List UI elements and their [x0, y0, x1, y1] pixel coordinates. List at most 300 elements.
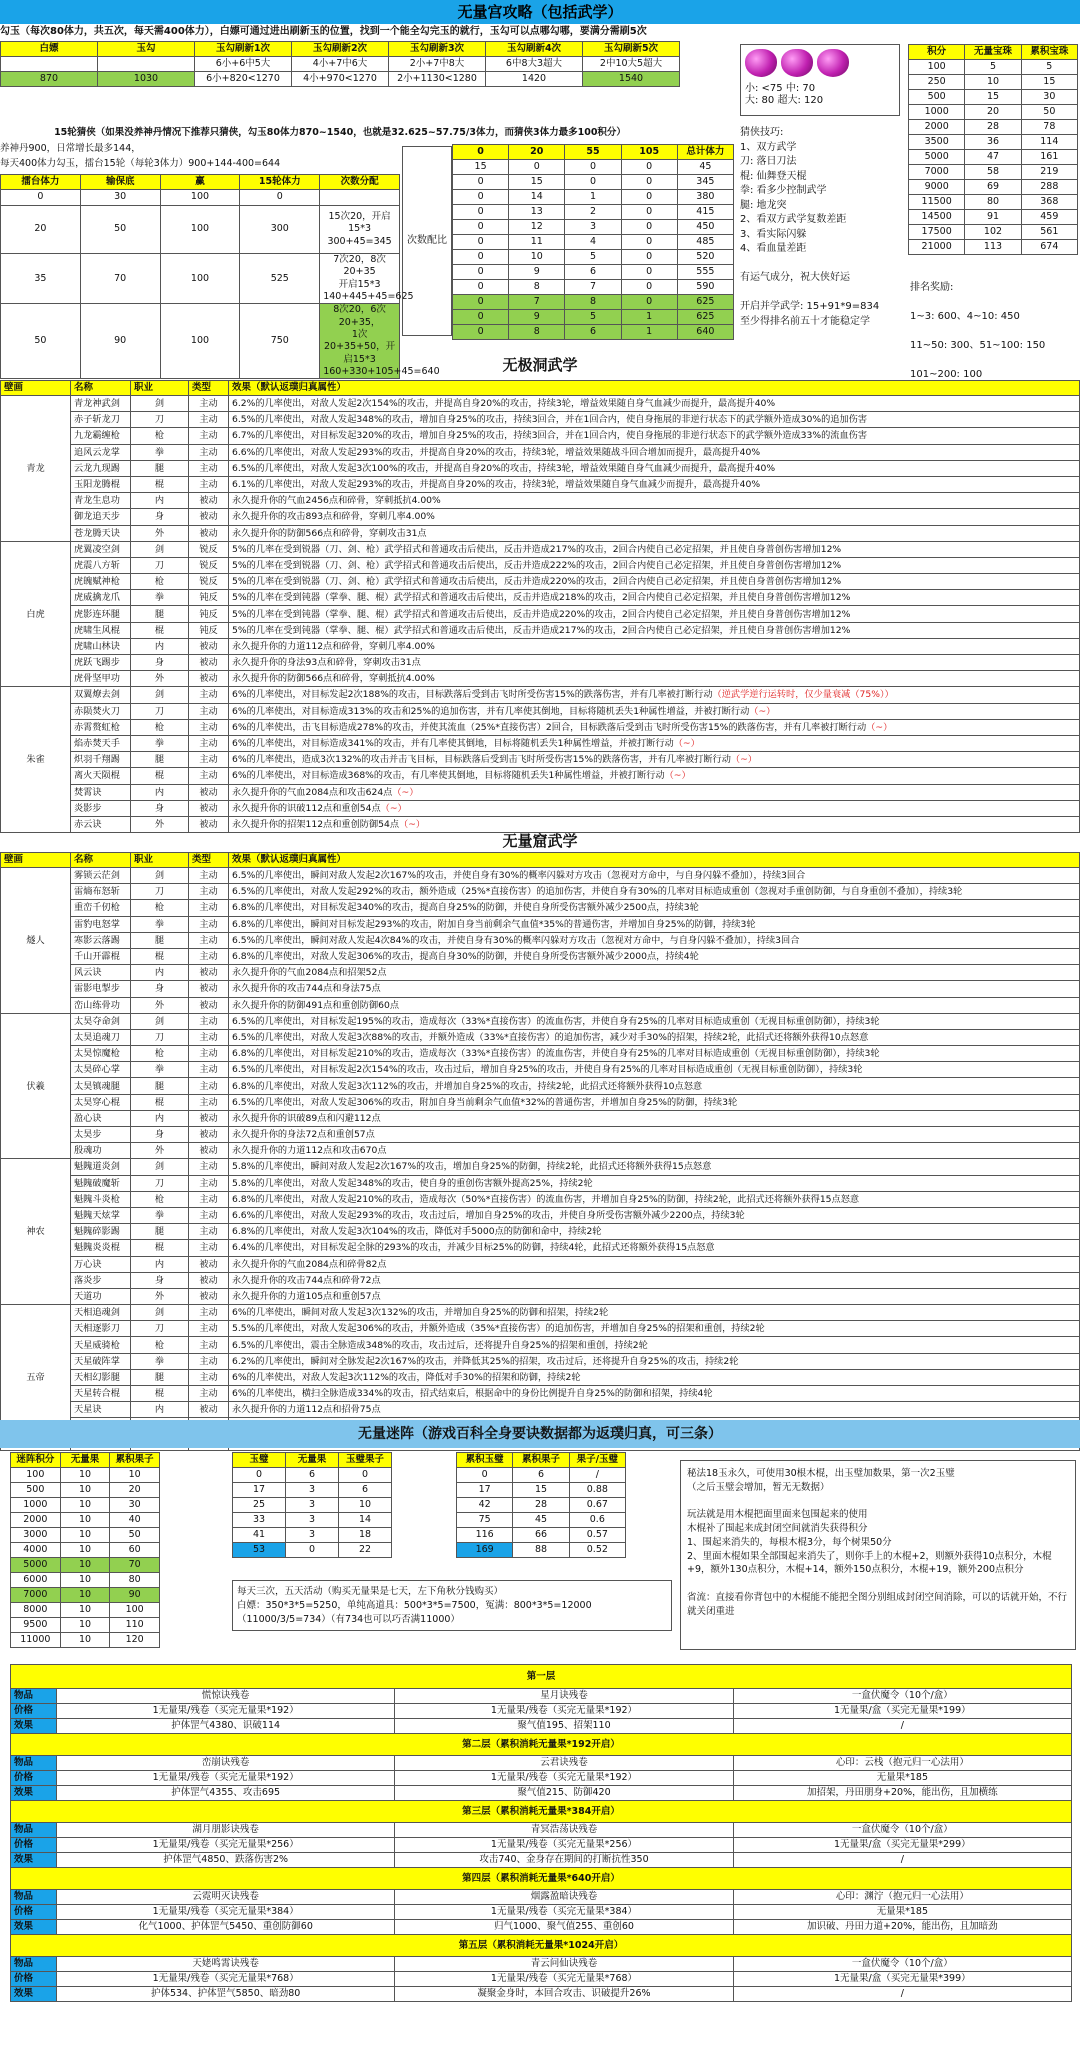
- table-row: [11, 1633, 160, 1648]
- skill-row: [1, 1272, 1080, 1288]
- skill-row: [1, 557, 1080, 573]
- skill-effect: [229, 1127, 1080, 1143]
- table-cell: 4: [565, 235, 621, 250]
- header-cell: 无量宝珠: [965, 45, 1021, 60]
- table-cell: 35: [1, 254, 81, 304]
- skill-row: [1, 997, 1080, 1013]
- table-cell: 116: [457, 1528, 513, 1543]
- table-cell: 3: [286, 1513, 339, 1528]
- skill-type: 主动: [189, 884, 229, 900]
- table-cell: 10: [60, 1468, 110, 1483]
- skill-effect-text: 6.5%的几率使出，震击全脉造成348%的攻击，攻击过后，还将提升自身25%的招架和重创，持续2轮: [232, 1339, 648, 1351]
- skill-effect: [229, 1305, 1080, 1321]
- skill-effect-note: （逆武学逆行运转时，仅少量衰减（75%））: [712, 689, 894, 701]
- shop-cell: 心印：云栈（抱元归一心法用）: [733, 1756, 1071, 1771]
- skill-type: 主动: [189, 916, 229, 932]
- skill-effect-text: 6.8%的几率使出，瞬间对目标发起293%的攻击，附加自身当前剩余气血值*35%的普通伤害，并增加自身25%的防御，持续3轮: [232, 918, 756, 930]
- skill-effect: [229, 493, 1080, 509]
- skill-class: 内: [131, 784, 189, 800]
- skill-type: 钝反: [189, 622, 229, 638]
- shop-cell: 一盒伏魔令（10个/盒）: [733, 1823, 1071, 1838]
- skill-row: [1, 1046, 1080, 1062]
- skill-effect-text: 6.4%的几率使出，对目标发起全脉的293%的攻击，并减少目标25%的防御，持续4轮，此招式还将额外获得15点怒意: [232, 1242, 715, 1254]
- skill-name: 雷影电掣步: [71, 981, 131, 997]
- skill-type: 主动: [189, 1353, 229, 1369]
- skill-name: 太昊追魂刀: [71, 1029, 131, 1045]
- skill-class: 棍: [131, 1240, 189, 1256]
- skill-row: [1, 1062, 1080, 1078]
- table-cell: 28: [513, 1498, 569, 1513]
- skill-row: [1, 735, 1080, 751]
- skill-name: 太昊惊魔枪: [71, 1046, 131, 1062]
- skill-class: 腿: [131, 606, 189, 622]
- table-row: [909, 195, 1078, 210]
- header-cell: 迷阵积分: [11, 1453, 61, 1468]
- skill-row: [1, 719, 1080, 735]
- skill-effect: [229, 1207, 1080, 1223]
- skill-row: [1, 541, 1080, 557]
- skill-row: [1, 1207, 1080, 1223]
- table-cell: 9000: [909, 180, 965, 195]
- skill-effect-text: 6.5%的几率使出，对目标发起2次154%的攻击，攻击过后，增加自身25%的攻击，并使自身有25%的几率对目标造成重创（无视目标重创防御），持续3轮: [232, 1064, 863, 1076]
- skill-row: [1, 590, 1080, 606]
- skill-effect: [229, 396, 1080, 412]
- skill-row: [1, 1386, 1080, 1402]
- skill-effect-text: 永久提升你的力道112点和攻击670点: [232, 1145, 387, 1157]
- skill-name: 青龙生息功: [71, 493, 131, 509]
- gem-size-line1: 小: <75 中: 70: [745, 83, 816, 94]
- shop-row: [11, 1972, 1072, 1987]
- table-cell: 10: [509, 250, 565, 265]
- table-cell: 0: [453, 190, 509, 205]
- skill-effect: [229, 932, 1080, 948]
- table-cell: 30: [110, 1498, 160, 1513]
- table-row: [909, 75, 1078, 90]
- shop-cell: /: [733, 1719, 1071, 1734]
- skill-effect: [229, 816, 1080, 832]
- skill-type: 锐反: [189, 541, 229, 557]
- shop-row: [11, 1823, 1072, 1838]
- skill-row: [1, 1078, 1080, 1094]
- table-row: [11, 1468, 160, 1483]
- table-cell: 50: [110, 1528, 160, 1543]
- skill-effect: [229, 1224, 1080, 1240]
- table-cell: 1: [621, 310, 677, 325]
- table-cell: 14500: [909, 210, 965, 225]
- skill-type: 被动: [189, 784, 229, 800]
- skill-type: 被动: [189, 1288, 229, 1304]
- maze-daily-note: 每天三次，五天活动（购买无量果是七天，左下角秋分钱购买） 白嫖：350*3*5=5250，单纯高道具：500*3*5=7500，冤满：800*3*5=12000 （11000/3/5=734）（有734也可以巧否满11000）: [232, 1580, 672, 1631]
- skill-name: 虎啸生风棍: [71, 622, 131, 638]
- skill-name: 追风云龙掌: [71, 444, 131, 460]
- guess-note2: 每天400体力勾玉，擂台15轮（每轮3体力）900+144-400=644: [0, 158, 281, 169]
- table-row: [909, 210, 1078, 225]
- table-cell: 90: [110, 1588, 160, 1603]
- table-row: [453, 250, 734, 265]
- shop-cell: 归气1000、聚气值255、重创60: [395, 1920, 733, 1935]
- skill-effect-text: 6.8%的几率使出，对敌人发起210%的攻击，造成每次（50%*直接伤害）的流血伤害，并增加自身25%的防御，持续2轮，此招式还将额外获得15点怒意: [232, 1193, 860, 1205]
- table-cell: 459: [1021, 210, 1077, 225]
- header-cell: 总计体力: [677, 145, 733, 160]
- wuji-title-row: [0, 352, 1080, 376]
- skill-class: 拳: [131, 1062, 189, 1078]
- skill-name: 殷魂功: [71, 1143, 131, 1159]
- rank-reward-line: 101~200: 100: [910, 368, 983, 380]
- skill-name: 太昊镇魂腿: [71, 1078, 131, 1094]
- skill-class: 拳: [131, 444, 189, 460]
- skill-class: 拳: [131, 1207, 189, 1223]
- skill-effect-text: 永久提升你的气血2084点和碎骨82点: [232, 1258, 387, 1270]
- header-cell: 55: [565, 145, 621, 160]
- table-cell: 0: [453, 295, 509, 310]
- skill-effect-text: 5%的几率在受到锐器（刀、剑、枪）武学招式和普通攻击后使出，反击并造成217%的攻击，2回合内使自己必定招架，并且使自身普创伤害增加12%: [232, 543, 842, 555]
- header-cell: 0: [453, 145, 509, 160]
- mural-group: 燧人: [1, 868, 71, 1014]
- skill-row: [1, 1224, 1080, 1240]
- skill-row: [1, 816, 1080, 832]
- table-row: [453, 325, 734, 340]
- header-cell: 职业: [131, 853, 189, 868]
- skill-type: 被动: [189, 1143, 229, 1159]
- skill-type: 主动: [189, 444, 229, 460]
- skill-row: [1, 752, 1080, 768]
- table-row: [453, 175, 734, 190]
- table-cell: 2中10大5超大: [583, 57, 680, 72]
- table-cell: 100: [160, 254, 240, 304]
- skill-class: 枪: [131, 719, 189, 735]
- table-cell: 1540: [583, 72, 680, 87]
- table-row: [11, 1558, 160, 1573]
- skill-type: 主动: [189, 1013, 229, 1029]
- table-cell: 0: [621, 265, 677, 280]
- skill-effect-text: 6%的几率使出，瞬间对敌人发起3次132%的攻击，并增加自身25%的防御和招架，持续2轮: [232, 1307, 609, 1319]
- table-cell: 20: [965, 105, 1021, 120]
- table-cell: 100: [160, 206, 240, 254]
- shop-cell: 化气1000、护体罡气5450、重创防御60: [57, 1920, 395, 1935]
- skill-effect: [229, 687, 1080, 703]
- table-cell: 0: [621, 175, 677, 190]
- table-cell: 2000: [11, 1513, 61, 1528]
- skill-type: 被动: [189, 981, 229, 997]
- skill-name: 赤陨焚火刀: [71, 703, 131, 719]
- mural-group: 朱雀: [1, 687, 71, 833]
- skill-name: 赤霄赘虹枪: [71, 719, 131, 735]
- skill-class: 外: [131, 671, 189, 687]
- skill-effect-text: 6%的几率使出，对目标发起2次188%的攻击，目标跌落后受到击飞时所受伤害15%的跌落伤害，并有几率被打断行动: [232, 689, 713, 701]
- skill-effect: [229, 719, 1080, 735]
- row-label: 效果: [11, 1853, 57, 1868]
- skill-row: [1, 396, 1080, 412]
- shop-cell: 一盒伏魔令（10个/盒）: [733, 1689, 1071, 1704]
- table-row: [11, 1573, 160, 1588]
- shop-cell: 聚气值195、招架110: [395, 1719, 733, 1734]
- skill-effect: [229, 884, 1080, 900]
- skill-row: [1, 1288, 1080, 1304]
- skill-class: 腿: [131, 932, 189, 948]
- table-row: [453, 265, 734, 280]
- table-row: [909, 180, 1078, 195]
- skill-effect-text: 6.2%的几率使出，对敌人发起2次154%的攻击，并提高自身20%的攻击，持续3轮，增益效果随自身气血减少而提升，最高提升40%: [232, 398, 776, 410]
- header-cell: 累积玉璧: [457, 1453, 513, 1468]
- skill-type: 被动: [189, 1402, 229, 1418]
- table-cell: 7000: [11, 1588, 61, 1603]
- skill-class: 拳: [131, 1353, 189, 1369]
- table-cell: 625: [677, 310, 733, 325]
- table-cell: 6中8大3超大: [486, 57, 583, 72]
- skill-row: [1, 868, 1080, 884]
- table-cell: 7次20，8次20+35 开启15*3 140+445+45=625: [320, 254, 400, 304]
- table-cell: 50: [1021, 105, 1077, 120]
- tier-header-row: [11, 1868, 1072, 1890]
- table-cell: 4小+970<1270: [292, 72, 389, 87]
- table-cell: 41: [233, 1528, 286, 1543]
- table-cell: 250: [909, 75, 965, 90]
- shop-cell: 1无量果/残卷（买完无量果*256）: [57, 1838, 395, 1853]
- skill-type: 被动: [189, 816, 229, 832]
- table-row: [909, 240, 1078, 255]
- table-cell: 42: [457, 1498, 513, 1513]
- header-cell: 无量果: [286, 1453, 339, 1468]
- skill-effect-text: 6.5%的几率使出，对敌人发起3次88%的攻击，并额外造成（33%*直接伤害）的追加伤害，减少对手30%的招架，持续2轮，此招式还将额外获得10点怒意: [232, 1031, 869, 1043]
- table-cell: 9: [509, 265, 565, 280]
- skill-class: 枪: [131, 574, 189, 590]
- table-row: [457, 1513, 626, 1528]
- table-cell: 219: [1021, 165, 1077, 180]
- table-row: [453, 280, 734, 295]
- skill-effect-text: 永久提升你的识破89点和闪避112点: [232, 1112, 381, 1124]
- table-cell: 80: [965, 195, 1021, 210]
- skill-type: 主动: [189, 932, 229, 948]
- skill-class: 刀: [131, 412, 189, 428]
- table-cell: 14: [509, 190, 565, 205]
- skill-type: 主动: [189, 1062, 229, 1078]
- skill-row: [1, 428, 1080, 444]
- shop-cell: 无量果*185: [733, 1771, 1071, 1786]
- skill-type: 主动: [189, 1207, 229, 1223]
- skill-name: 盈心诀: [71, 1110, 131, 1126]
- table-cell: 5000: [11, 1558, 61, 1573]
- shop-row: [11, 1838, 1072, 1853]
- skill-effect: [229, 1321, 1080, 1337]
- table-cell: 10: [60, 1588, 110, 1603]
- skill-effect-text: 永久提升你的身法72点和重创57点: [232, 1129, 375, 1141]
- table-row: [457, 1468, 626, 1483]
- table-cell: 9: [509, 310, 565, 325]
- table-row: [11, 1513, 160, 1528]
- table-cell: 1000: [909, 105, 965, 120]
- table-cell: 6: [565, 325, 621, 340]
- shop-row: [11, 1771, 1072, 1786]
- skill-effect: [229, 1062, 1080, 1078]
- skill-name: 虎骨坚甲功: [71, 671, 131, 687]
- skill-row: [1, 460, 1080, 476]
- table-row: [909, 165, 1078, 180]
- header-cell: 效果（默认返璞归真属性）: [229, 381, 1080, 396]
- table-cell: 288: [1021, 180, 1077, 195]
- skill-type: 被动: [189, 800, 229, 816]
- table-cell: 8: [509, 280, 565, 295]
- table-cell: 0: [621, 280, 677, 295]
- skill-type: 主动: [189, 1386, 229, 1402]
- table-cell: 525: [240, 254, 320, 304]
- table-cell: 10: [110, 1468, 160, 1483]
- wuji-title: 无极洞武学: [502, 356, 578, 374]
- skill-class: 刀: [131, 884, 189, 900]
- skill-row: [1, 1305, 1080, 1321]
- skill-type: 锐反: [189, 557, 229, 573]
- skill-type: 被动: [189, 997, 229, 1013]
- shop-cell: 烟露盈暗诀残卷: [395, 1890, 733, 1905]
- page-title: 无量宫攻略（包括武学）: [0, 0, 1080, 24]
- table-cell: 0: [621, 295, 677, 310]
- skill-class: 剑: [131, 541, 189, 557]
- skill-effect-text: 5%的几率在受到钝器（掌拳、腿、棍）武学招式和普通攻击后使出，反击并造成217%的攻击，2回合内使自己必定招架，并且使自身普创伤害增加12%: [232, 624, 851, 636]
- shop-cell: 1无量果/残卷（买完无量果*384）: [57, 1905, 395, 1920]
- skill-type: 主动: [189, 1191, 229, 1207]
- table-cell: 2000: [909, 120, 965, 135]
- skill-effect: [229, 606, 1080, 622]
- table-cell: 6: [339, 1483, 392, 1498]
- skill-row: [1, 574, 1080, 590]
- skill-row: [1, 655, 1080, 671]
- table-cell: 91: [965, 210, 1021, 225]
- skill-effect-text: 永久提升你的防御491点和重创防御60点: [232, 999, 400, 1011]
- table-cell: 5: [565, 250, 621, 265]
- skill-type: 主动: [189, 735, 229, 751]
- table-cell: 2小+1130<1280: [389, 72, 486, 87]
- table-cell: 0: [453, 220, 509, 235]
- table-cell: 4000: [11, 1543, 61, 1558]
- skill-effect: [229, 1046, 1080, 1062]
- table-row: [233, 1543, 392, 1558]
- skill-type: 被动: [189, 525, 229, 541]
- table-cell: 0: [1, 190, 81, 206]
- skill-row: [1, 1013, 1080, 1029]
- skill-type: 主动: [189, 460, 229, 476]
- shop-row: [11, 1704, 1072, 1719]
- skill-row: [1, 476, 1080, 492]
- skill-name: 万心诀: [71, 1256, 131, 1272]
- skill-class: 腿: [131, 752, 189, 768]
- table-row: [453, 220, 734, 235]
- row-label: 物品: [11, 1823, 57, 1838]
- skill-effect-text: 6.5%的几率使出，对敌人发起348%的攻击，增加自身25%的攻击，持续3回合，并在1回合内，使自身拖展的非逆行状态下的武学额外造成30%的追加伤害: [232, 414, 868, 426]
- table-cell: 100: [160, 190, 240, 206]
- row-label: 物品: [11, 1689, 57, 1704]
- table-cell: 50: [80, 206, 160, 254]
- skill-class: 内: [131, 493, 189, 509]
- table-cell: 13: [509, 205, 565, 220]
- header-cell: 输保底: [80, 175, 160, 190]
- table-cell: 53: [233, 1543, 286, 1558]
- skill-class: 棍: [131, 476, 189, 492]
- table-cell: 2小+7中8大: [389, 57, 486, 72]
- skill-row: [1, 1191, 1080, 1207]
- table-cell: 15: [965, 90, 1021, 105]
- header-cell: 20: [509, 145, 565, 160]
- skill-type: 主动: [189, 1305, 229, 1321]
- table-row: [11, 1543, 160, 1558]
- table-cell: 10: [60, 1618, 110, 1633]
- skill-class: 内: [131, 1110, 189, 1126]
- skill-class: 腿: [131, 1369, 189, 1385]
- row-label: 效果: [11, 1987, 57, 2002]
- table-cell: 7: [565, 280, 621, 295]
- table-row: [11, 1603, 160, 1618]
- skill-effect-text: 5%的几率在受到锐器（刀、剑、枪）武学招式和普通攻击后使出，反击并造成222%的攻击，2回合内使自己必定招架，并且使自身普创伤害增加12%: [232, 559, 842, 571]
- table-row: [233, 1498, 392, 1513]
- skill-effect-text: 6.5%的几率使出，瞬间对敌人发起4次84%的攻击，并使自身有30%的概率闪躲对方攻击（忽视对方命中，与自身闪躲不叠加），持续3回合: [232, 934, 800, 946]
- skill-name: 赤子斩龙刀: [71, 412, 131, 428]
- skill-name: 天星转合棍: [71, 1386, 131, 1402]
- table-cell: 0: [453, 205, 509, 220]
- skill-name: 焚霄诀: [71, 784, 131, 800]
- header-cell: 果子/玉璧: [569, 1453, 625, 1468]
- table-cell: 7000: [909, 165, 965, 180]
- table-cell: 114: [1021, 135, 1077, 150]
- table-cell: 161: [1021, 150, 1077, 165]
- skill-effect: [229, 1353, 1080, 1369]
- table-cell: 40: [110, 1513, 160, 1528]
- shop-cell: /: [733, 1987, 1071, 2002]
- skill-effect-text: 5%的几率在受到锐器（刀、剑、枪）武学招式和普通攻击后使出，反击并造成220%的攻击，2回合内使自己必定招架，并且使自身普创伤害增加12%: [232, 576, 842, 588]
- jade-cumulative-table: [456, 1452, 626, 1558]
- table-cell: 14: [339, 1513, 392, 1528]
- skill-type: 主动: [189, 1029, 229, 1045]
- skill-row: [1, 493, 1080, 509]
- table-cell: 0: [457, 1468, 513, 1483]
- table-cell: 15: [513, 1483, 569, 1498]
- table-cell: 7: [509, 295, 565, 310]
- skill-effect-text: 6%的几率使出，对敌人发起3次112%的攻击，降低对手30%的招架和防御，持续2轮: [232, 1371, 581, 1383]
- skill-row: [1, 1240, 1080, 1256]
- skill-effect: [229, 703, 1080, 719]
- skill-name: 魁隗碎影踢: [71, 1224, 131, 1240]
- table-cell: 8: [565, 295, 621, 310]
- skill-effect: [229, 1191, 1080, 1207]
- row-label: 价格: [11, 1771, 57, 1786]
- shop-cell: 星月诀残卷: [395, 1689, 733, 1704]
- skill-name: 天相追魂剑: [71, 1305, 131, 1321]
- skill-effect-text: 6.6%的几率使出，对敌人发起293%的攻击，并提高自身20%的攻击，持续3轮，增益效果随战斗回合增加而提升，最高提升40%: [232, 446, 761, 458]
- header-cell: 赢: [160, 175, 240, 190]
- skill-effect-text: 永久提升你的气血2084点和攻击624点: [232, 786, 393, 798]
- table-cell: 0: [621, 235, 677, 250]
- skill-type: 主动: [189, 948, 229, 964]
- header-cell: 累积果子: [110, 1453, 160, 1468]
- skill-class: 外: [131, 816, 189, 832]
- table-cell: [320, 190, 400, 206]
- table-row: [457, 1543, 626, 1558]
- row-label: 价格: [11, 1972, 57, 1987]
- skill-class: 棍: [131, 768, 189, 784]
- shop-row: [11, 1987, 1072, 2002]
- skill-class: 剑: [131, 396, 189, 412]
- skill-name: 天相逐影刀: [71, 1321, 131, 1337]
- skill-row: [1, 1337, 1080, 1353]
- skill-effect-text: 永久提升你的攻击893点和碎骨，穿刺几率4.00%: [232, 511, 435, 523]
- wuji-table: [0, 380, 1080, 833]
- header-cell: 累积果子: [513, 1453, 569, 1468]
- table-cell: 0: [565, 175, 621, 190]
- table-cell: [1, 57, 98, 72]
- skill-name: 雷熵布怒斩: [71, 884, 131, 900]
- skill-type: 被动: [189, 671, 229, 687]
- skill-name: 虎威擒龙爪: [71, 590, 131, 606]
- shop-cell: 云霓明灭诀残卷: [57, 1890, 395, 1905]
- shop-cell: 1无量果/残卷（买完无量果*384）: [395, 1905, 733, 1920]
- table-row: [453, 310, 734, 325]
